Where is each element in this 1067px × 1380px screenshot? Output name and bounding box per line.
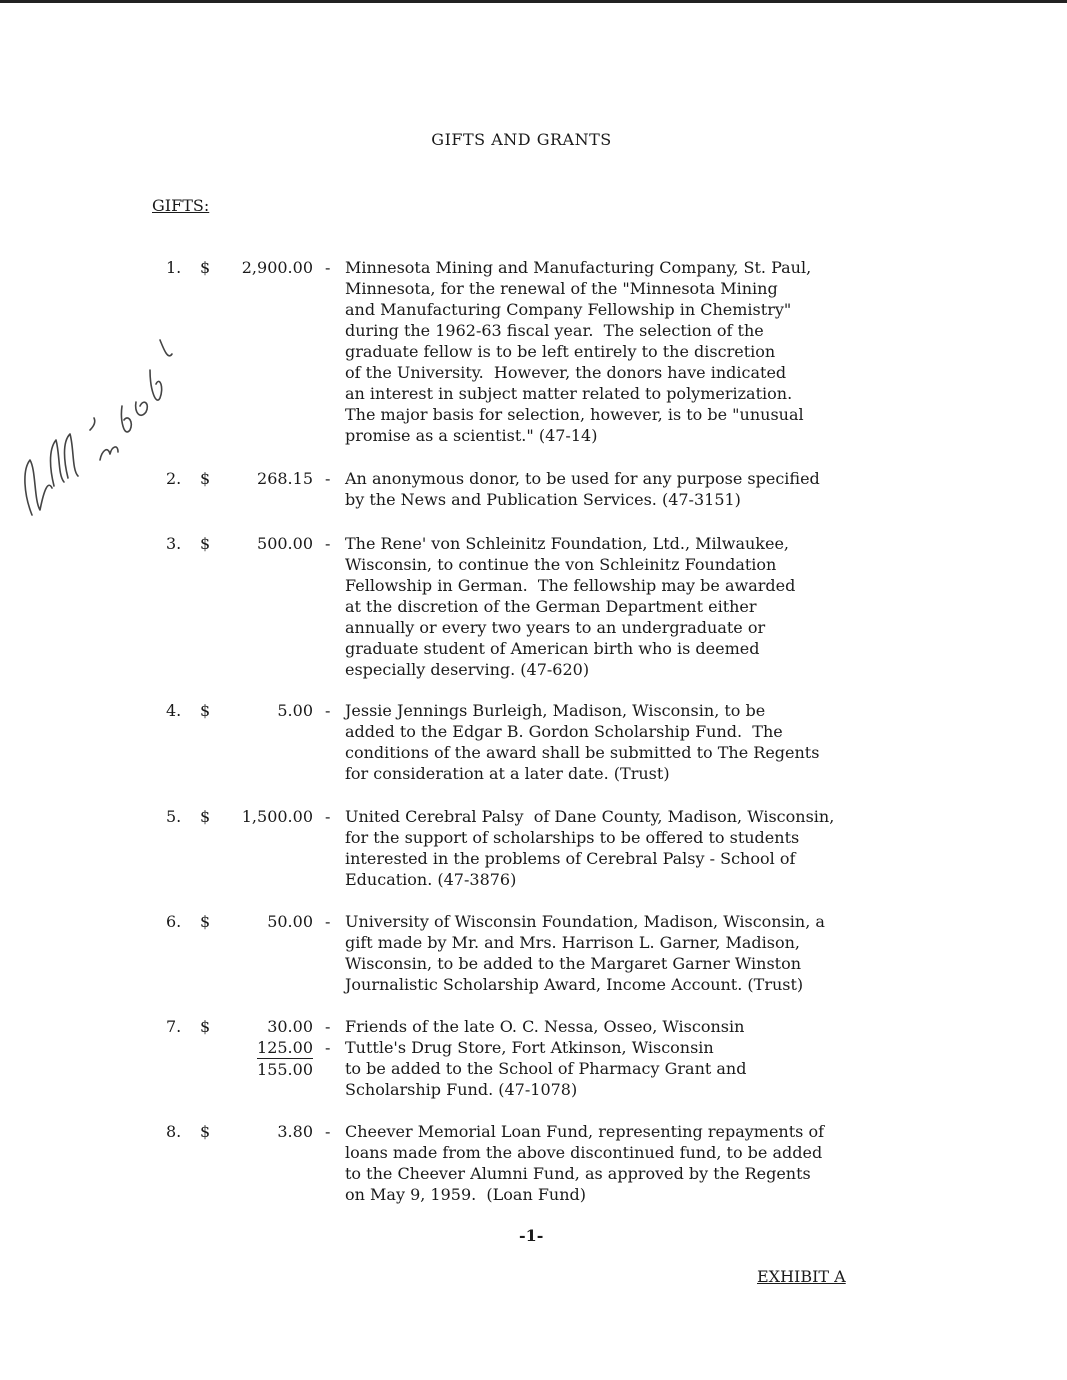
item-number: 1.: [166, 258, 182, 277]
dollar-sign: $: [200, 469, 211, 488]
amount-line: 5.00: [277, 701, 313, 720]
top-edge-line: [0, 0, 1067, 3]
item-number: 4.: [166, 701, 182, 720]
gift-item: [0, 911, 1067, 1001]
item-amount: [277, 1121, 313, 1142]
item-number: 3.: [166, 534, 182, 553]
item-description: University of Wisconsin Foundation, Madison, Wisconsin, a gift made by Mr. and Mrs. Harrison L. Garner, Madison, Wisconsin, to be added to the Margaret Garner Winston Journalistic Scholarship Award, Income Account. (Trust): [345, 912, 825, 994]
item-dash: -: [325, 912, 331, 931]
dollar-sign: $: [200, 1017, 211, 1036]
item-dash: -: [325, 258, 331, 277]
item-dash: -: [325, 807, 331, 826]
amount-line-subtotal: 125.00: [257, 1038, 313, 1057]
gift-item: [0, 1016, 1067, 1106]
item-amount: [242, 257, 313, 278]
dollar-sign: $: [200, 701, 211, 720]
gift-item: [0, 806, 1067, 896]
item-description: United Cerebral Palsy of Dane County, Madison, Wisconsin, for the support of scholarships to be offered to students interested in the problems of Cerebral Palsy - School of Education. (47-3876): [345, 807, 835, 889]
gift-item: [0, 257, 1067, 452]
item-dash: -: [325, 469, 331, 488]
amount-line-total: 155.00: [257, 1060, 313, 1079]
amount-line: 2,900.00: [241, 258, 313, 277]
item-amount: [257, 468, 313, 489]
dollar-sign: $: [200, 912, 211, 931]
item-amount: [257, 533, 313, 554]
gift-item: [0, 468, 1067, 513]
item-dash: -: [325, 701, 331, 720]
dollar-sign: $: [200, 1122, 211, 1141]
item-dash: -: [325, 534, 331, 553]
amount-line: 1,500.00: [241, 807, 313, 826]
item-description: An anonymous donor, to be used for any purpose specified by the News and Publication Services. (47-3151): [345, 469, 820, 509]
item-description: Jessie Jennings Burleigh, Madison, Wisconsin, to be added to the Edgar B. Gordon Scholarship Fund. The conditions of the award shall be submitted to The Regents for consideration at a later date. (Trust): [345, 701, 820, 783]
item-amount: [242, 806, 313, 827]
page-number: -1-: [519, 1226, 544, 1245]
dollar-sign: $: [200, 807, 211, 826]
dollar-sign: $: [200, 534, 211, 553]
item-description: The Rene' von Schleinitz Foundation, Ltd., Milwaukee, Wisconsin, to continue the von Schleinitz Foundation Fellowship in German. The fellowship may be awarded at the discretion of the German Department either annually or every two years to an undergraduate or graduate student of American birth who is deemed especially deserving. (47-620): [345, 534, 796, 679]
exhibit-label: EXHIBIT A: [757, 1267, 846, 1286]
section-heading-gifts: GIFTS:: [152, 196, 210, 215]
item-number: 7.: [166, 1017, 182, 1036]
item-description: Cheever Memorial Loan Fund, representing repayments of loans made from the above discontinued fund, to be added to the Cheever Alumni Fund, as approved by the Regents on May 9, 1959. (Loan Fund): [345, 1122, 825, 1204]
item-amount: [277, 700, 313, 721]
item-number: 6.: [166, 912, 182, 931]
amount-line: 268.15: [257, 469, 313, 488]
item-number: 5.: [166, 807, 182, 826]
amount-line: 30.00: [267, 1017, 313, 1036]
item-description: Minnesota Mining and Manufacturing Company, St. Paul, Minnesota, for the renewal of the "Minnesota Mining and Manufacturing Company Fellowship in Chemistry" during the 1962-63 fiscal year. The selection of the graduate fellow is to be left entirely to the discretion of the University. However, the donors have indicated an interest in subject matter related to polymerization. The major basis for selection, however, is to be "unusual promise as a scientist." (47-14): [345, 258, 812, 445]
page-title: GIFTS AND GRANTS: [431, 130, 612, 149]
amount-line: 50.00: [267, 912, 313, 931]
item-number: 8.: [166, 1122, 182, 1141]
gift-item: [0, 1121, 1067, 1211]
amount-line: 3.80: [277, 1122, 313, 1141]
amount-line: 500.00: [257, 534, 313, 553]
item-amount: [267, 911, 313, 932]
item-number: 2.: [166, 469, 182, 488]
gift-item: [0, 533, 1067, 683]
item-dash: -: [325, 1122, 331, 1141]
item-dash: - -: [325, 1017, 331, 1057]
gift-item: [0, 700, 1067, 790]
item-amount: [257, 1016, 313, 1080]
dollar-sign: $: [200, 258, 211, 277]
item-description: Friends of the late O. C. Nessa, Osseo, Wisconsin Tuttle's Drug Store, Fort Atkinson, Wisconsin to be added to the School of Pharmacy Grant and Scholarship Fund. (47-1078): [345, 1017, 747, 1099]
